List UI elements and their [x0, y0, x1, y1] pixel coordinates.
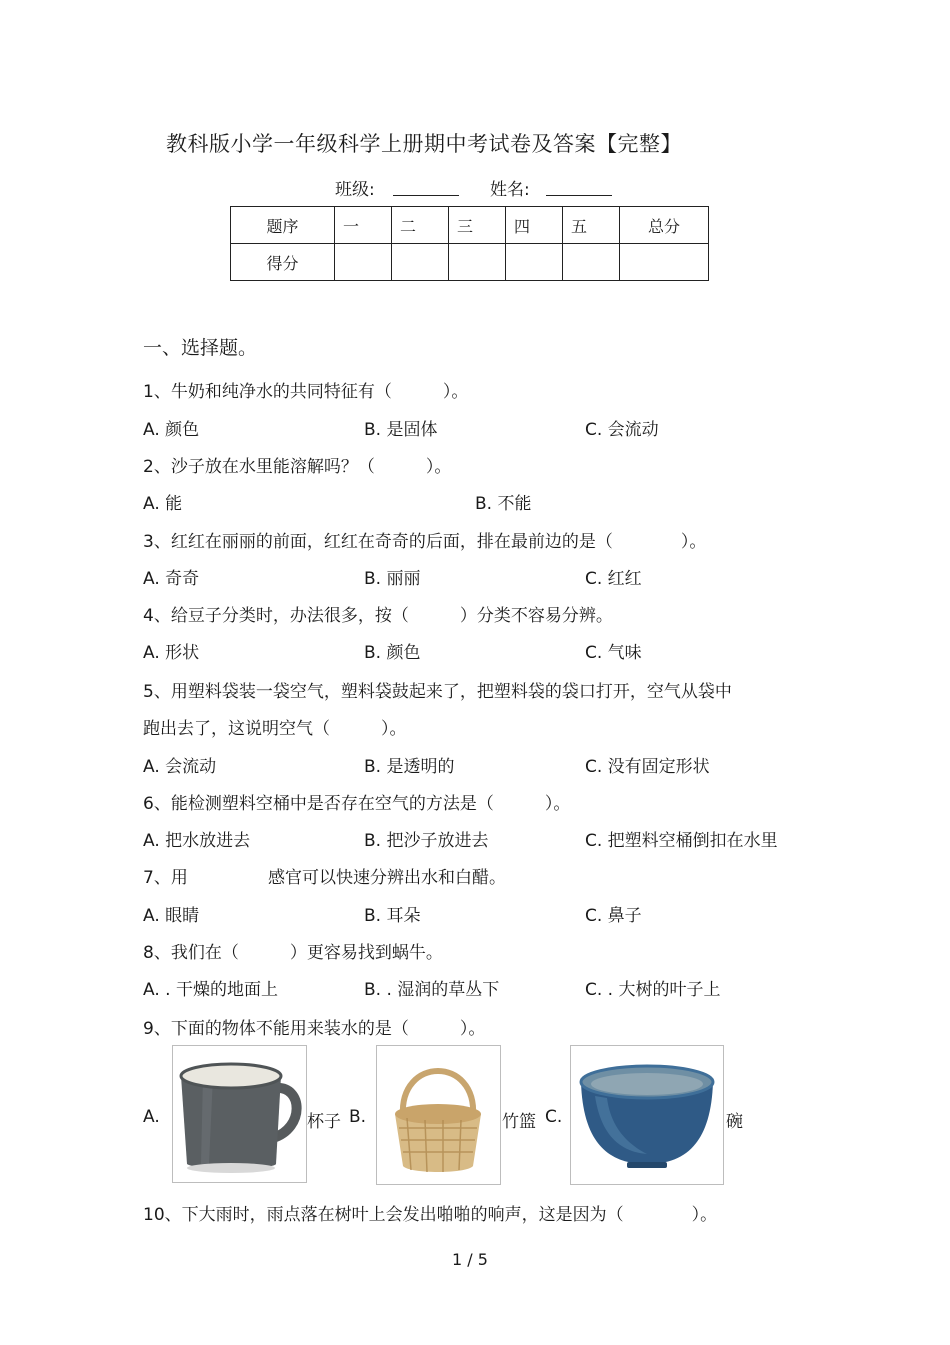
q3-option-c[interactable]: C. 红红 [585, 569, 642, 589]
bowl-image [570, 1045, 724, 1185]
score-header-cell: 题序 [231, 207, 335, 244]
question-9: 9、下面的物体不能用来装水的是（ ）。 [143, 1019, 486, 1039]
q9-option-b-label[interactable]: B. [349, 1107, 367, 1127]
score-row-label: 得分 [231, 244, 335, 281]
score-cell[interactable] [449, 244, 506, 281]
q7-option-b[interactable]: B. 耳朵 [364, 906, 421, 926]
question-7-end: 感官可以快速分辨出水和白醋。 [268, 868, 506, 888]
question-4: 4、给豆子分类时，办法很多，按（ ）分类不容易分辨。 [143, 606, 613, 626]
q3-option-b[interactable]: B. 丽丽 [364, 569, 421, 589]
q9-option-a-label[interactable]: A. [143, 1107, 160, 1127]
score-header-cell: 总分 [620, 207, 709, 244]
score-header-cell: 五 [563, 207, 620, 244]
q6-option-a[interactable]: A. 把水放进去 [143, 831, 251, 851]
q6-option-c[interactable]: C. 把塑料空桶倒扣在水里 [585, 831, 778, 851]
q4-option-b[interactable]: B. 颜色 [364, 643, 421, 663]
q2-option-b[interactable]: B. 不能 [475, 494, 532, 514]
question-6: 6、能检测塑料空桶中是否存在空气的方法是（ ）。 [143, 794, 571, 814]
q1-option-b[interactable]: B. 是固体 [364, 420, 438, 440]
class-label: 班级: [335, 180, 375, 200]
score-cell[interactable] [620, 244, 709, 281]
q5-option-b[interactable]: B. 是透明的 [364, 757, 455, 777]
q3-option-a[interactable]: A. 奇奇 [143, 569, 200, 589]
score-header-cell: 四 [506, 207, 563, 244]
name-label: 姓名: [490, 180, 530, 200]
question-2: 2、沙子放在水里能溶解吗？（ ）。 [143, 457, 452, 477]
score-cell[interactable] [392, 244, 449, 281]
q5-option-a[interactable]: A. 会流动 [143, 757, 217, 777]
score-table [230, 206, 709, 281]
question-8: 8、我们在（ ）更容易找到蜗牛。 [143, 943, 443, 963]
score-cell[interactable] [563, 244, 620, 281]
question-10: 10、下大雨时，雨点落在树叶上会发出啪啪的响声，这是因为（ ）。 [143, 1205, 718, 1225]
q7-option-c[interactable]: C. 鼻子 [585, 906, 642, 926]
question-3: 3、红红在丽丽的前面，红红在奇奇的后面，排在最前边的是（ ）。 [143, 532, 707, 552]
section-heading: 一、选择题。 [143, 337, 258, 359]
page-title: 教科版小学一年级科学上册期中考试卷及答案【完整】 [166, 132, 682, 156]
q7-option-a[interactable]: A. 眼睛 [143, 906, 200, 926]
q9-option-c-text: 碗 [726, 1112, 743, 1132]
bamboo-basket-image [376, 1045, 501, 1185]
q9-option-a-text: 杯子 [307, 1112, 341, 1132]
q1-option-a[interactable]: A. 颜色 [143, 420, 200, 440]
score-table-header-row [231, 207, 709, 244]
q8-option-b[interactable]: B. . 湿润的草丛下 [364, 980, 500, 1000]
score-header-cell: 三 [449, 207, 506, 244]
name-blank[interactable] [546, 179, 612, 196]
q8-option-a[interactable]: A. . 干燥的地面上 [143, 980, 278, 1000]
q9-option-b-text: 竹篮 [502, 1112, 536, 1132]
class-blank[interactable] [393, 179, 459, 196]
question-5-line-2: 跑出去了，这说明空气（ ）。 [143, 719, 407, 739]
q4-option-a[interactable]: A. 形状 [143, 643, 200, 663]
q6-option-b[interactable]: B. 把沙子放进去 [364, 831, 489, 851]
score-table-score-row [231, 244, 709, 281]
mug-image [172, 1045, 307, 1183]
score-header-cell: 一 [335, 207, 392, 244]
q5-option-c[interactable]: C. 没有固定形状 [585, 757, 710, 777]
q9-option-c-label[interactable]: C. [545, 1107, 563, 1127]
q8-option-c[interactable]: C. . 大树的叶子上 [585, 980, 721, 1000]
score-cell[interactable] [335, 244, 392, 281]
question-7-start: 7、用 [143, 868, 188, 888]
q4-option-c[interactable]: C. 气味 [585, 643, 642, 663]
q1-option-c[interactable]: C. 会流动 [585, 420, 659, 440]
page-number: 1 / 5 [452, 1250, 488, 1269]
question-5-line-1: 5、用塑料袋装一袋空气，塑料袋鼓起来了，把塑料袋的袋口打开，空气从袋中 [143, 682, 732, 702]
score-header-cell: 二 [392, 207, 449, 244]
question-1: 1、牛奶和纯净水的共同特征有（ ）。 [143, 382, 469, 402]
score-cell[interactable] [506, 244, 563, 281]
q2-option-a[interactable]: A. 能 [143, 494, 183, 514]
